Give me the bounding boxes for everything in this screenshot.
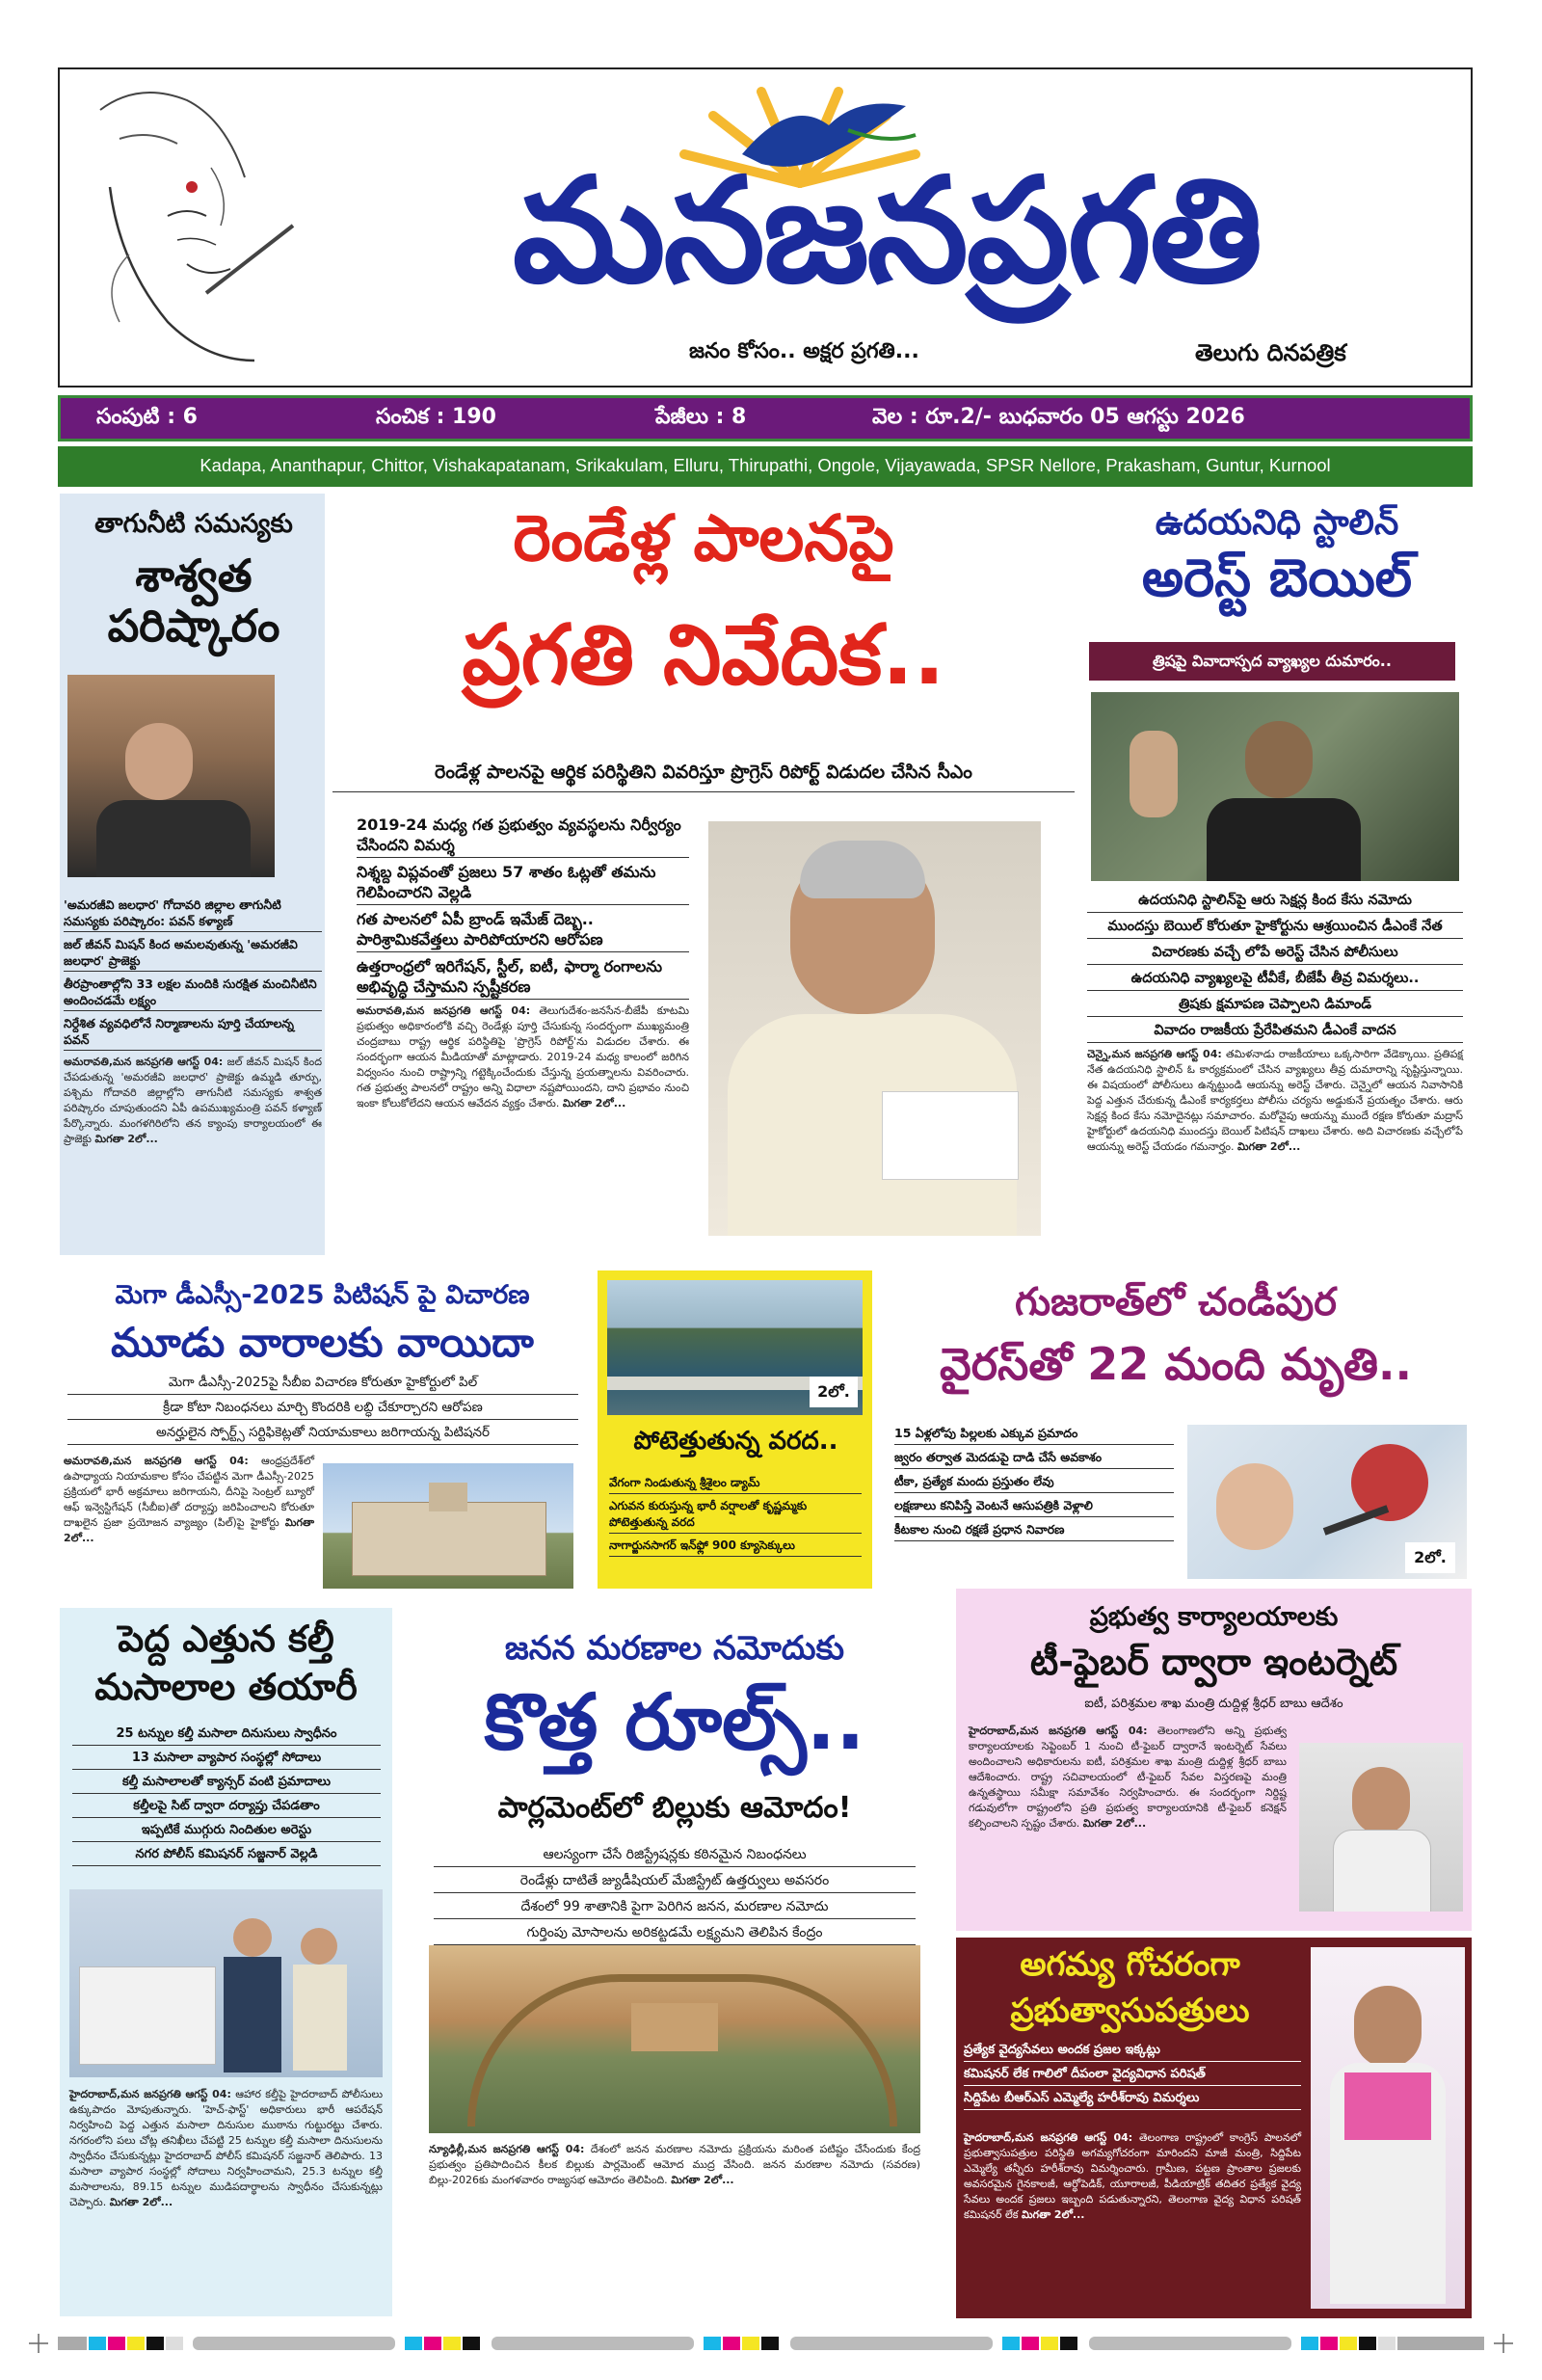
right-story-tag: త్రిషపై వివాదాస్పద వ్యాఖ్యల దుమారం.. [1089,642,1455,681]
fiber-body-block [969,1724,1287,1832]
rules-headline: కొత్త రూల్స్.. [484,1677,865,1767]
pages-label: పేజీలు : 8 [655,405,747,429]
rules-kicker: జనన మరణాల నమోదుకు [504,1629,845,1668]
rules-point: ఆలస్యంగా చేసే రిజిస్ట్రేషన్లకు కఠినమైన నిబంధనలు [434,1845,916,1867]
rules-subhead: పార్లమెంట్‌లో బిల్లుకు ఆమోదం! [497,1791,852,1825]
main-point: నిశ్శబ్ద విప్లవంతో ప్రజలు 57 శాతం ఓట్లతో తమను గెలిపించారని వెల్లడి [357,862,689,905]
spice-more: మిగతా 2లో... [109,2196,173,2208]
hospital-point: కమిషనర్ లేక గాలిలో దీపంలా వైద్యవిధాన పరిషత్ [964,2066,1301,2086]
rules-point: గుర్తింపు మోసాలను అరికట్టడమే లక్ష్యమని తెలిపిన కేంద్రం [434,1923,916,1945]
left-point: నిర్దేశిత వ్యవధిలోనే నిర్మాణాలను పూర్తి చేయాలన్న పవన్ [64,1015,322,1051]
flood-headline: పోటెత్తుతున్న వరద.. [633,1427,838,1456]
left-story-headline1: శాశ్వత [135,549,253,602]
left-point: తీరప్రాంతాల్లోని 33 లక్షల మందికి సురక్షిత మంచినీటిని అందించడమే లక్ష్యం [64,976,322,1011]
hospital-headline1: అగమ్య గోచరంగా [1020,1945,1240,1984]
virus-point: 15 ఏళ్లలోపు పిల్లలకు ఎక్కువ ప్రమాదం [894,1425,1174,1445]
spice-point: ఇప్పటికే ముగ్గురు నిందితుల అరెస్టు [72,1822,381,1842]
volume-label: సంపుటి : 6 [96,405,198,429]
rules-body-block [429,2142,920,2188]
spice-headline2: మసాలాల తయారీ [94,1666,358,1708]
dsc-kicker: మెగా డీఎస్సీ-2025 పిటిషన్ పై విచారణ [115,1280,530,1310]
right-point: ముందస్తు బెయిల్ కోరుతూ హైకోర్టును ఆశ్రయించిన డీఎంకే నేత [1087,917,1463,939]
dsc-point: క్రీడా కోటా నిబంధనలు మార్చి కొందరికి లబ్ధి చేకూర్చారని ఆరోపణ [67,1399,578,1420]
fiber-photo-minister [1299,1743,1463,1912]
dsc-point: అనర్హులైన స్పోర్ట్స్ సర్టిఫికెట్లతో నియామకాలు జరిగాయన్న పిటిషనర్ [67,1424,578,1445]
masthead-title: మనజనప్రగతి [512,147,1262,315]
virus-point: టీకా, ప్రత్యేక మందు ప్రస్తుతం లేవు [894,1473,1174,1493]
dsc-more: మిగతా 2లో... [64,1516,314,1544]
spice-dateline: హైదరాబాద్,మన జనప్రగతి ఆగస్ట్ 04: [69,2088,231,2100]
right-point: ఉదయనిధి వ్యాఖ్యలపై టీవీకే, బీజేపీ తీవ్ర విమర్శలు.. [1087,969,1463,991]
dsc-body-block [64,1454,314,1546]
spice-point: నగర పోలీస్ కమిషనర్ సజ్జనార్ వెల్లడి [72,1846,381,1866]
spice-point: కల్తీ మసాలాలతో క్యాన్సర్ వంటి ప్రమాదాలు [72,1774,381,1794]
virus-point: లక్షణాలు కనిపిస్తే వెంటనే ఆసుపత్రికి వెళ్లాలి [894,1497,1174,1517]
main-dateline: అమరావతి,మన జనప్రగతి ఆగస్ట్ 04: [357,1004,531,1017]
virus-headline: వైరస్‌తో 22 మంది మృతి.. [940,1338,1412,1390]
right-body: తమిళనాడు రాజకీయాలు ఒక్కసారిగా వేడెక్కాయి. ప్రతిపక్ష నేత ఉదయనిధి స్టాలిన్ ఓ కార్యక్రమంలో చేసిన వ్యాఖ్యలు తీవ్ర దుమారాన్ని సృష్టిస్తున్నాయి. ఈ విషయంలో పోలీసులు ఉన్నట్టుండి ఆయన్ను అరెస్ట్ చేశారు. చెన్నైలో ఆయన నివాసానికి పెద్ద ఎత్తున చేరుకున్న డీఎంకే కార్యకర్తలు పోలీసు చర్యను అడ్డుకునే ప్రయత్నం చేశారు. ఆరు సెక్షన్ల కింద కేసు నమోదైనట్లు సమాచారం. మరోవైపు ఆయన్ను ముందే రక్షణ కోరుతూ మద్రాస్ హైకోర్టులో ఉదయనిధి ముందస్తు బెయిల్ పిటిషన్ దాఖలు చేశారు. అది విచారణకు వచ్చేలోపే ఆయన్ను అరెస్ట్ చేయడం గమనార్హం. [1087,1048,1464,1153]
krishna-sketch-logo [62,71,303,384]
main-body: తెలుగుదేశం-జనసేన-బీజేపీ కూటమి ప్రభుత్వం అధికారంలోకి వచ్చి రెండేళ్లు పూర్తి చేసుకున్న సందర్భంగా ముఖ్యమంత్రి చంద్రబాబు రాష్ట్ర ఆర్థిక పరిస్థితిపై 'ప్రొగ్రెస్ రిపోర్ట్'ను విడుదల చేశారు. ఈ సందర్భంగా ఆయన మీడియాతో మాట్లాడారు. 2019-24 మధ్య కాలంలో జరిగిన విధ్వంసం నుంచి రాష్ట్రాన్ని గట్టెక్కించేందుకు చేస్తున్న ప్రయత్నాలను వివరించారు. గత ప్రభుత్వ పాలనలో రాష్ట్రం అన్ని విధాలా నష్టపోయిందని, దాని ప్రభావం నుంచి ఇంకా కోలుకోలేదని ఆయన ఆవేదన వ్యక్తం చేశారు. [357,1004,689,1110]
main-subhead: రెండేళ్ల పాలనపై ఆర్థిక పరిస్థితిని వివరిస్తూ ప్రొగ్రెస్ రిపోర్ట్ విడుదల చేసిన సీఎం [332,762,1075,792]
hospital-body-block [964,2130,1301,2223]
rules-more: మిగతా 2లో... [671,2174,734,2186]
right-story-photo [1091,692,1459,881]
dsc-point: మెగా డీఎస్సీ-2025పై సీబీఐ విచారణ కోరుతూ హైకోర్టులో పిల్ [67,1374,578,1395]
rules-dateline: న్యూఢిల్లీ,మన జనప్రగతి ఆగస్ట్ 04: [429,2143,585,2155]
main-more: మిగతా 2లో... [562,1097,626,1110]
right-story-points [1087,891,1463,1155]
right-point: ఉదయనిధి స్టాలిన్‌పై ఆరు సెక్షన్ల కింద కేసు నమోదు [1087,891,1463,913]
dsc-headline: మూడు వారాలకు వాయిదా [111,1319,534,1366]
fiber-kicker: ప్రభుత్వ కార్యాలయాలకు [1089,1602,1339,1632]
right-point: త్రిషకు క్షమాపణ చెప్పాలని డిమాండ్ [1087,995,1463,1017]
masthead-tagline: జనం కోసం.. అక్షర ప్రగతి... [689,339,919,363]
main-headline2: ప్రగతి నివేదిక.. [462,607,945,704]
rules-point: రెండేళ్లు దాటితే జ్యుడీషియల్ మేజిస్ట్రేట్ ఉత్తర్వులు అవసరం [434,1871,916,1893]
cities-list: Kadapa, Ananthapur, Chittor, Vishakapatanam, Srikakulam, Elluru, Thirupathi, Ongole, Vijayawada, SPSR Nellore, Prakasham, Guntur, Kurnool [199,455,1331,475]
flood-point: నాగార్జునసాగర్ ఇన్‌ఫ్లో 900 క్యూసెక్కులు [609,1538,862,1557]
main-point: గత పాలనలో ఏపీ బ్రాండ్ ఇమేజ్ దెబ్బ.. పారిశ్రామికవేత్తలు పారిపోయారని ఆరోపణ [357,909,689,952]
left-more: మిగతా 2లో... [94,1133,158,1145]
left-story-photo [67,675,275,877]
left-story-headline2: పరిష్కారం [107,600,280,652]
right-story-headline: అరెస్ట్ బెయిల్ [1141,548,1413,608]
info-bar [58,395,1473,441]
spice-body-block [69,2087,383,2210]
rules-body: దేశంలో జనన మరణాల నమోదు ప్రక్రియను మరింత పటిష్టం చేసేందుకు కేంద్ర ప్రభుత్వం ప్రతిపాదించిన కీలక బిల్లుకు పార్లమెంట్ ఆమోద ముద్ర వేసింది. జనన మరణాల నమోదు (సవరణ) బిల్లు-2026కు మంగళవారం రాజ్యసభ ఆమోదం తెలిపింది. [429,2143,920,2186]
fiber-body: తెలంగాణలోని అన్ని ప్రభుత్వ కార్యాలయాలకు సెప్టెంబర్ 1 నుంచి టీ-ఫైబర్ ద్వారానే ఇంటర్నెట్ సేవలు అందించాలని అధికారులను ఐటీ, పరిశ్రమల శాఖ మంత్రి దుద్దిళ్ల శ్రీధర్ బాబు ఆదేశించారు. రాష్ట్ర సచివాలయంలో టీ-ఫైబర్ సేవల విస్తరణపై మంత్రి ఉన్నతస్థాయి సమీక్షా సమావేశం నిర్వహించారు. ఈ సందర్భంగా నిర్దిష్ట గడువులోగా రాష్ట్రంలోని ప్రతి ప్రభుత్వ కార్యాలయానికి టీ-ఫైబర్ కనెక్షన్ కల్పించాలని స్పష్టం చేశారు. [969,1725,1287,1830]
left-point: 'అమరజీవి జలధార' గోదావరి జిల్లాల తాగునీటి సమస్యకు పరిష్కారం: పవన్ కళ్యాణ్ [64,896,322,932]
main-photo-cm [708,821,1041,1236]
spice-points [72,1725,381,1870]
rules-points [434,1845,916,1949]
left-story-kicker: తాగునీటి సమస్యకు [94,509,293,539]
spice-point: కల్తీలపై సిట్ ద్వారా దర్యాప్తు చేపడతాం [72,1798,381,1818]
spice-headline1: పెద్ద ఎత్తున కల్తీ [118,1618,334,1660]
fiber-subhead: ఐటీ, పరిశ్రమల శాఖ మంత్రి దుద్దిళ్ల శ్రీధర్ బాబు ఆదేశం [1084,1697,1343,1711]
hospital-dateline: హైదరాబాద్,మన జనప్రగతి ఆగస్ట్ 04: [964,2131,1133,2144]
flood-badge: 2లో. [810,1377,858,1407]
dsc-body: ఆంధ్రప్రదేశ్‌లో ఉపాధ్యాయ నియామకాల కోసం చేపట్టిన మెగా డీఎస్సీ-2025 ప్రక్రియలో భారీ అక్రమాలు జరిగాయని, దీనిపై సెంట్రల్ బ్యూరో ఆఫ్ ఇన్వెస్టిగేషన్ (సీబీఐ)తో దర్యాప్తు జరిపించాలని కోరుతూ దాఖలైన ప్రజా ప్రయోజన వ్యాజ్యం (పిల్)పై హైకోర్టు [64,1455,315,1529]
fiber-headline: టీ-ఫైబర్ ద్వారా ఇంటర్నెట్ [1029,1641,1398,1683]
fiber-dateline: హైదరాబాద్,మన జనప్రగతి ఆగస్ట్ 04: [969,1725,1148,1737]
right-more: మిగతా 2లో... [1236,1140,1301,1153]
right-point: వివాదం రాజకీయ ప్రేరేపితమని డీఎంకే వాదన [1087,1021,1463,1043]
spice-point: 13 మసాలా వ్యాపార సంస్థల్లో సోదాలు [72,1750,381,1770]
virus-kicker: గుజరాత్‌లో చండీపుర [1014,1280,1337,1324]
flood-point: ఎగువన కురుస్తున్న భారీ వర్షాలతో కృష్ణమ్మకు పోటెత్తుతున్న వరద [609,1498,862,1534]
virus-point: కీటకాల నుంచి రక్షణే ప్రధాన నివారణ [894,1521,1174,1541]
spice-body: ఆహార కల్తీపై హైదరాబాద్ పోలీసులు ఉక్కుపాదం మోపుతున్నారు. 'హెచ్-ఫాస్ట్' అధికారులు భారీ ఆపరేషన్ నిర్వహించి పెద్ద ఎత్తున మసాలా దినుసుల ముఠాను గుట్టురట్టు చేశారు. నగరంలోని పలు చోట్ల తనిఖీలు చేపట్టి 25 టన్నుల కల్తీ మసాలా దినుసులను స్వాధీనం చేసుకున్నట్లు హైదరాబాద్ పోలీస్ కమిషనర్ సజ్జనార్ తెలిపారు. 13 మసాలా వ్యాపార సంస్థల్లో సోదాలు నిర్వహించామని, 25.3 టన్నుల కల్తీ మసాలాలను, 89.15 టన్నుల ముడిపదార్థాలను స్వాధీనం చేసుకున్నట్లు చెప్పారు. [69,2088,384,2208]
hospital-point: సిద్దిపేట బీఆర్ఎస్ ఎమ్మెల్యే హరీశ్‌రావు విమర్శలు [964,2090,1301,2110]
rules-photo-parliament [429,1945,920,2133]
hospital-body: తెలంగాణ రాష్ట్రంలో కాంగ్రెస్ పాలనలో ప్రభుత్వాసుపత్రుల పరిస్థితి అగమ్యగోచరంగా మారిందని మాజీ మంత్రి, సిద్దిపేట ఎమ్మెల్యే తన్నీరు హరీశ్‌రావు విమర్శించారు. గ్రామీణ, పట్టణ ప్రాంతాల ప్రజలకు అవసరమైన గైనకాలజీ, ఆర్థోపెడిక్, యూరాలజీ, పీడియాట్రిక్ తదితర ప్రత్యేక వైద్య సేవలు అందక ప్రజలు ఇబ్బంది పడుతున్నారని, తెలంగాణ వైద్య విధాన పరిషత్ కమిషనర్ లేక [964,2131,1302,2221]
flood-point: వేగంగా నిండుతున్న శ్రీశైలం డ్యామ్ [609,1475,862,1494]
main-headline1: రెండేళ్ల పాలనపై [513,501,894,575]
dsc-points [67,1374,578,1449]
rules-point: దేశంలో 99 శాతానికి పైగా పెరిగిన జనన, మరణాల నమోదు [434,1897,916,1919]
left-body: జల్ జీవన్ మిషన్ కింద చేపడుతున్న 'అమరజీవి జలధార' ప్రాజెక్టు ఉమ్మడి తూర్పు, పశ్చిమ గోదావరి జిల్లాల్లోని తాగునీటి సమస్యకు శాశ్వత పరిష్కారం చూపుతుందని ఏపీ ఉపముఖ్యమంత్రి పవన్ కళ్యాణ్ పేర్కొన్నారు. మంగళగిరిలోని తన క్యాంపు కార్యాలయంలో ఈ ప్రాజెక్టు [64,1056,323,1145]
left-point: జల్ జీవన్ మిషన్ కింద అమలవుతున్న 'అమరజీవి జలధార' ప్రాజెక్టు [64,936,322,972]
fiber-more: మిగతా 2లో... [1082,1817,1147,1830]
flood-points [609,1475,862,1561]
main-point: ఉత్తరాంధ్రలో ఇరిగేషన్, స్టీల్, ఐటీ, ఫార్మా రంగాలను అభివృద్ధి చేస్తామని స్పష్టీకరణ [357,956,689,1000]
virus-badge: 2లో. [1405,1542,1455,1573]
right-dateline: చెన్నై,మన జనప్రగతి ఆగస్ట్ 04: [1087,1048,1222,1060]
spice-point: 25 టన్నుల కల్తీ మసాలా దినుసులు స్వాధీనం [72,1725,381,1746]
hospital-headline2: ప్రభుత్వాసుపత్రులు [1010,1992,1250,2030]
right-point: విచారణకు వచ్చే లోపే అరెస్ట్ చేసిన పోలీసులు [1087,943,1463,965]
dsc-dateline: అమరావతి,మన జనప్రగతి ఆగస్ట్ 04: [64,1455,249,1467]
main-points [357,815,689,1111]
hospital-point: ప్రత్యేక వైద్యసేవలు అందక ప్రజల ఇక్కట్లు [964,2042,1301,2062]
virus-point: జ్వరం తర్వాత మెదడుపై దాడి చేసే అవకాశం [894,1449,1174,1469]
spice-photo [69,1889,383,2077]
issue-label: సంచిక : 190 [376,405,496,429]
hospital-points [964,2042,1301,2114]
dsc-photo-highcourt [323,1463,573,1589]
hospital-more: మిగతా 2లో... [1022,2208,1085,2221]
print-registration-strip [29,2333,1513,2354]
main-point: 2019-24 మధ్య గత ప్రభుత్వం వ్యవస్థలను నిర్వీర్యం చేసిందని విమర్శ [357,815,689,858]
left-story-points [64,896,322,1147]
virus-points [894,1425,1174,1545]
masthead-subtitle: తెలుగు దినపత్రిక [1195,339,1346,366]
hospital-photo-harish [1311,1947,1465,2309]
right-story-kicker: ఉదయనిధి స్టాలిన్ [1155,503,1399,543]
price-date-label: వెల : రూ.2/- బుధవారం 05 ఆగస్టు 2026 [872,405,1245,429]
left-dateline: అమరావతి,మన జనప్రగతి ఆగస్ట్ 04: [64,1056,224,1068]
